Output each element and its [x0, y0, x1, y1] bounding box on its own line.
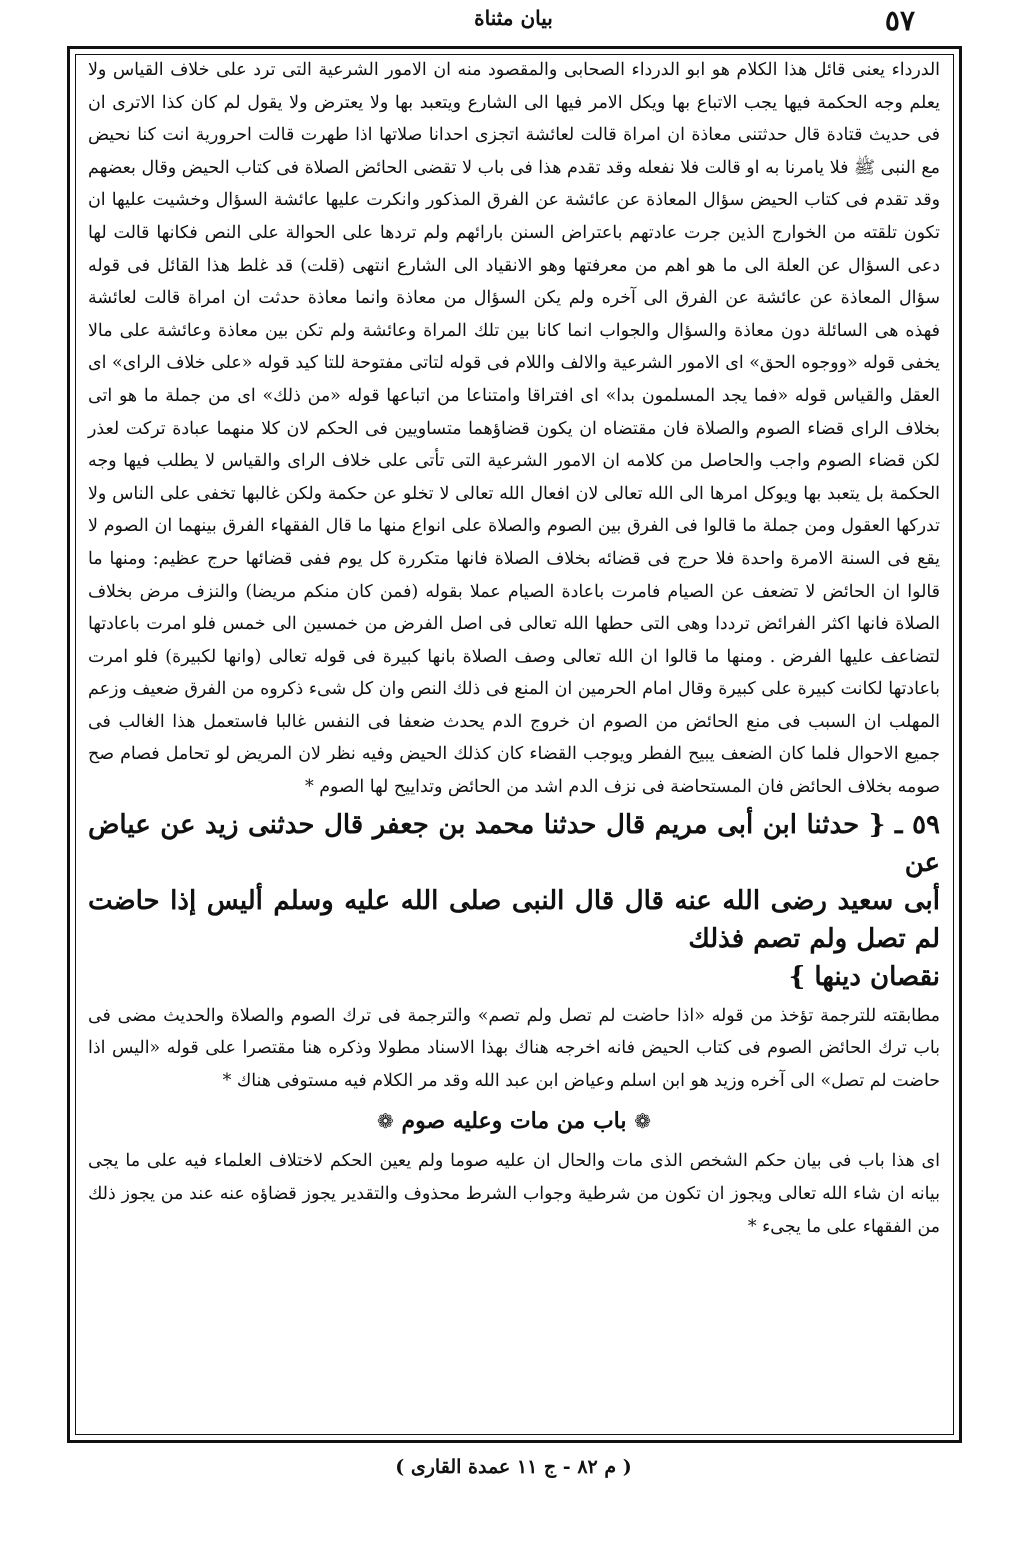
text-line: والسؤال والجواب انما كانا بين تلك المراة وعائشة ولم تكن بين معاذة وعائشة على مالا يخفى قوله «ووجوه الحق» اى — [88, 320, 941, 374]
main-text — [88, 54, 940, 1243]
text-line: ﷺ فلا يامرنا به او قالت فلا نفعله وقد تقدم هذا فى باب لا تقضى الحائض الصلاة فى كتاب الحيض وقال بعضهم وقد تقدم — [88, 157, 941, 211]
ornament-right-icon: ❁ — [634, 1109, 651, 1134]
commentary-paragraph — [88, 54, 940, 804]
chapter-title: باب من مات وعليه صوم — [401, 1108, 627, 1135]
text-line: ترددا وهى التى حطها الله تعالى فى اصل الفرض من خمسين الى خمس فلو امرت باعادتها لتضاعف عليها الفرض . ومنها — [88, 614, 940, 667]
text-line: وجه الحكمة فيها يجب الاتباع بها ويكل الامر فيها الى الشارع ويتعبد بها ولا يعترض ولا يقول لم كان كذا الاترى ان فى حديث — [88, 92, 940, 146]
text-line: عن الصيام فامرت باعادة الصيام عملا بقوله (فمن كان منكم مريضا) والنزف مرض بخلاف الصلاة فانها اكثر الفرائض — [88, 581, 940, 635]
text-line: فان مقتضاه ان يكون قضاؤهما متساويين فى الحكم لان كلا منهما عبادة تركت لعذر لكن قضاء الصوم واجب والحاصل — [88, 418, 940, 472]
text-line: فلا حرج فى قضائه بخلاف الصلاة فانها متكررة كل يوم ففى قضائها حرج عظيم: ومنها ما قالوا ان الحائض لا تضعف — [88, 548, 940, 602]
hadith-line: ٥٩ ـ { حدثنا ابن أبى مريم قال حدثنا محمد بن جعفر قال حدثنى زيد عن عياض عن — [88, 809, 940, 878]
hadith-line: نقصان دينها } — [788, 961, 940, 992]
text-line: عن العلة الى ما هو اهم من معرفتها وهو الانقياد الى الشارع انتهى (قلت) قد غلط هذا القائل فى قوله سؤال المعاذة عن — [88, 255, 941, 309]
page-number: ٥٧ — [884, 4, 915, 37]
text-line: مطابقته للترجمة تؤخذ من قوله «اذا حاضت لم تصل ولم تصم» والترجمة فى ترك الصوم والصلاة والحديث مضى فى باب — [88, 1005, 940, 1059]
text-line: ترك الحائض الصوم فى كتاب الحيض فانه اخرجه هناك بهذا الاسناد مطولا وذكره هنا مقتصرا على قوله «اليس اذا — [88, 1038, 907, 1059]
page-header — [90, 4, 937, 44]
text-line: الحائض من الصوم ان خروج الدم يحدث ضعفا فى النفس غالبا فاستعمل هذا الغالب فى جميع الاحوال فلما كان الضعف — [88, 711, 940, 765]
running-title: بيان مثناة — [474, 6, 553, 30]
commentary-paragraph — [88, 1145, 940, 1243]
text-line: من كلامه ان الامور الشرعية التى تأتى على خلاف الراى والقياس لا يطلب فيها وجه الحكمة بل يتعبد بها ويوكل — [88, 451, 940, 504]
ornament-left-icon: ❁ — [377, 1109, 394, 1134]
text-line: ان شاء الله تعالى ويجوز ان تكون من شرطية وجواب الشرط محذوف والتقدير يجوز قضاؤه عنه عند من يجوز ذلك — [88, 1184, 905, 1205]
text-line: فى كتاب الحيض سؤال المعاذة عن عائشة عن الفرق المذكور وانكرت عليها عائشة السؤال وخشيت عليها ان تكون تلقته — [88, 190, 940, 243]
text-line: الدرداء يعنى قائل هذا الكلام هو ابو الدرداء الصحابى والمقصود منه ان الامور الشرعية التى ترد على خلاف القياس ولا يعلم — [88, 60, 941, 113]
text-line: قتادة قال حدثتنى معاذة ان امراة قالت لعائشة اتجزى احدانا صلاتها اذا طهرت قالت احرورية انت كنا نحيض مع النبى — [88, 125, 940, 178]
text-line: الامور الشرعية والالف واللام فى قوله لتاتى مفتوحة للتا كيد قوله «على خلاف الراى» اى العقل والقياس قوله «فما يجد المسلمون — [88, 353, 940, 406]
text-line: المستحاضة فى نزف الدم اشد من الحائض وتداييح لها الصوم * — [305, 777, 752, 798]
footer-signature: ( م ٨٢ - ج ١١ عمدة القارى ) — [395, 1456, 632, 1478]
text-line: ما قالوا ان الله تعالى وصف الصلاة بانها كبيرة فى قوله تعالى (وانها لكبيرة) فلو امرت باعادتها لكانت كبيرة على كبيرة — [88, 646, 940, 700]
text-line: حاضت لم تصل» الى آخره وزيد هو ابن اسلم وعياض ابن عبد الله وقد مر الكلام فيه مستوفى هناك * — [222, 1070, 940, 1091]
text-line: اى هذا باب فى بيان حكم الشخص الذى مات والحال ان عليه صوما ولم يعين الحكم لاختلاف العلماء فيه على ما يجى بيانه — [88, 1151, 940, 1205]
chapter-heading — [88, 1099, 940, 1143]
text-line: عائشة عن الفرق الى آخره ولم يكن السؤال من معاذة وانما معاذة حدثت ان امراة قالت لعائشة فهذه هى السائلة دون معاذة — [88, 288, 940, 341]
text-line: ما قالوا فى الفرق بين الصوم والصلاة على انواع منها ما قال الفقهاء الفرق بينهما ان الصوم لا يقع فى السنة الامرة واحدة — [88, 516, 940, 569]
text-line: وقال امام الحرمين ان المنع فى ذلك النص وان كل شىء ذكروه من الفرق ضعيف وزعم المهلب ان السبب فى منع — [88, 679, 940, 732]
text-line: يبيح الفطر ويوجب القضاء كان كذلك الحيض وفيه نظر لان المريض لو تحامل فصام صح صومه بخلاف الحائض فان — [88, 744, 940, 798]
hadith-line: أبى سعيد رضى الله عنه قال قال النبى صلى الله عليه وسلم أليس إذا حاضت لم تصل ولم تصم فذلك — [88, 885, 940, 954]
hadith-text — [88, 806, 940, 996]
text-line: بدا» اى افتراقا وامتناعا من اتباعها قوله «من ذلك» اى من جملة ما هو اتى بخلاف الراى قضاء الصوم والصلاة — [88, 385, 941, 439]
text-line: امرها الى الله تعالى لان افعال الله تعالى لا تخلو عن حكمة ولكن غالبها تخفى على الناس ولا تدركها العقول ومن جملة — [88, 483, 940, 537]
commentary-paragraph — [88, 1000, 940, 1098]
text-line: من الخوارج الذين جرت عادتهم باعتراض السنن بارائهم ولم تردها على الحوالة على النص فكانها قالت لها دعى السؤال — [88, 222, 940, 276]
text-line: من الفقهاء على ما يجىء * — [747, 1216, 940, 1237]
